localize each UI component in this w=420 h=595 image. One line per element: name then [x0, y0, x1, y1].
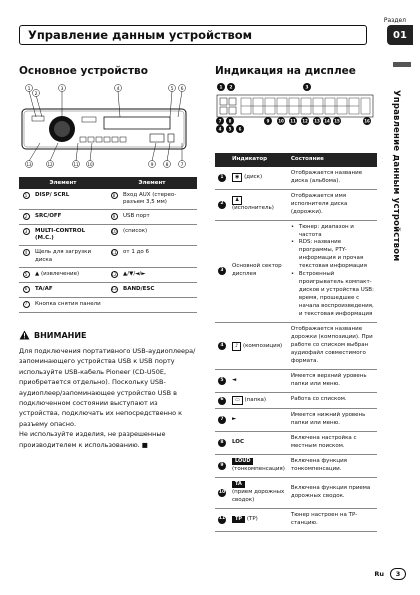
- row-number: 3: [23, 228, 30, 235]
- table-row: [215, 189, 377, 220]
- svg-text:3: 3: [305, 85, 309, 91]
- row-number: 10: [218, 489, 226, 497]
- row-element: (список): [121, 225, 197, 246]
- artist-icon: ♟: [232, 196, 242, 205]
- warning-icon: [19, 330, 30, 340]
- row-indicator: (композиция): [242, 342, 283, 349]
- svg-text:2: 2: [229, 85, 233, 91]
- svg-text:15: 15: [334, 118, 340, 124]
- row-element: USB порт: [121, 210, 197, 225]
- row-state: Работа со списком.: [288, 392, 377, 408]
- row-number: 1: [23, 192, 30, 199]
- svg-text:13: 13: [314, 118, 320, 124]
- row-number: 4: [218, 342, 226, 350]
- callout-4: 4: [116, 87, 120, 92]
- song-icon: ♪: [232, 342, 241, 351]
- row-number: 3: [218, 267, 226, 275]
- row-state: Включена функция тонкомпенсации.: [288, 454, 377, 477]
- row-number: 7: [23, 301, 30, 308]
- row-indicator: Основной сектор дисплея: [229, 220, 288, 323]
- main-unit-table: [19, 177, 197, 313]
- tp-indicator: TP: [232, 516, 245, 523]
- disc-slot: [104, 117, 170, 129]
- svg-text:7: 7: [218, 118, 222, 124]
- row-state: Включена настройка с местным поиском.: [288, 431, 377, 454]
- table-row: [215, 323, 377, 370]
- table-row: [215, 392, 377, 408]
- chapter-badge: 01: [387, 25, 413, 45]
- table-row: [215, 508, 377, 531]
- row-element: TA/AF: [35, 285, 53, 292]
- callout-2: 2: [34, 92, 38, 97]
- row-state: Имеется нижний уровень папки или меню.: [288, 408, 377, 431]
- row-number: 9: [218, 462, 226, 470]
- row-number: 8: [218, 439, 226, 447]
- row-indicator: (прием дорожных сводок): [232, 488, 285, 503]
- table-row: [215, 408, 377, 431]
- svg-text:16: 16: [364, 118, 370, 124]
- row-state: Включена функция приема дорожных сводок.: [288, 477, 377, 508]
- row-number: 2: [23, 213, 30, 220]
- folder-icon: ▭: [232, 396, 243, 405]
- table-row: [19, 246, 197, 267]
- row-number: 5: [23, 271, 30, 278]
- row-element: Вход AUX (стерео-разъем 3,5 мм): [121, 189, 197, 210]
- svg-text:5: 5: [228, 126, 232, 132]
- main-unit-title: Основное устройство: [19, 65, 148, 77]
- table-row: [19, 210, 197, 225]
- table-header-indicator: Индикатор: [229, 153, 288, 167]
- row-indicator: LOC: [232, 438, 245, 445]
- callout-9: 9: [150, 163, 154, 168]
- row-number: 1: [218, 174, 226, 182]
- table-row: [19, 267, 197, 282]
- page-number: 3: [390, 568, 406, 580]
- callout-5: 5: [170, 87, 174, 92]
- row-state: Имеется верхний уровень папки или меню.: [288, 370, 377, 393]
- callout-6: 6: [180, 87, 184, 92]
- table-row: [19, 189, 197, 210]
- row-element: ▲/▼/◄/►: [121, 267, 197, 282]
- disc-icon: ◉: [232, 173, 242, 182]
- state-list: [291, 224, 374, 320]
- callout-10: 10: [87, 162, 93, 167]
- table-row: [215, 370, 377, 393]
- row-element: ▲ (извлечение): [33, 267, 107, 282]
- row-number: 8: [111, 192, 118, 199]
- row-element: MULTI-CONTROL (M.C.): [35, 228, 86, 242]
- main-unit-illustration: [20, 81, 190, 169]
- svg-text:11: 11: [290, 118, 296, 124]
- row-number: 4: [23, 249, 30, 256]
- display-illustration: [215, 81, 375, 139]
- loud-indicator: LOUD: [232, 458, 253, 465]
- row-indicator: (исполнитель): [232, 205, 274, 212]
- table-row: [215, 431, 377, 454]
- row-state: Отображается имя исполнителя диска (дорожки).: [288, 189, 377, 220]
- table-row: [19, 282, 197, 297]
- svg-text:4: 4: [218, 126, 222, 132]
- row-state: Отображается название диска (альбома).: [288, 167, 377, 189]
- row-indicator: ◄: [229, 370, 288, 393]
- row-number: 10: [111, 228, 117, 234]
- table-header-element-2: Элемент: [107, 177, 197, 189]
- side-tab-marker: [393, 62, 411, 67]
- row-number: 6: [218, 397, 226, 405]
- row-number: 7: [218, 416, 226, 424]
- section-label: Раздел: [383, 17, 406, 24]
- warning-paragraph: Не используйте изделия, не разрешенные производителем к использованию. ■: [19, 430, 166, 449]
- callout-12: 12: [47, 162, 53, 167]
- row-indicator: (папка): [244, 396, 267, 403]
- state-list-item: • Тюнер: диапазон и частота: [291, 224, 374, 240]
- svg-text:14: 14: [324, 118, 330, 124]
- state-list-item: • RDS: название программы, PTY-информация и прочая текстовая информация: [291, 239, 374, 271]
- row-element: BAND/ESC: [123, 285, 155, 292]
- row-state: Отображается название дорожки (композиции). При работе со списком выбран аудиофайл совместимого формата.: [288, 323, 377, 370]
- row-number: 9: [111, 213, 118, 220]
- svg-text:10: 10: [278, 118, 284, 124]
- table-row: [19, 297, 197, 312]
- row-element: DISP/ SCRL: [35, 192, 70, 198]
- page-footer: [374, 568, 406, 580]
- table-row: [215, 220, 377, 323]
- svg-text:12: 12: [302, 118, 308, 124]
- row-indicator: ►: [229, 408, 288, 431]
- row-state: Тюнер настроен на TP-станцию.: [288, 508, 377, 531]
- row-element: Кнопка снятия панели: [33, 297, 107, 312]
- row-indicator: (диск): [244, 174, 263, 181]
- svg-text:6: 6: [238, 126, 242, 132]
- row-number: 11: [111, 250, 117, 256]
- state-list-item: • Встроенный проигрыватель компакт-дисков и устройства USB: время, прошедшее с начала воспроизведения, и текстовая информация: [291, 271, 374, 319]
- table-row: [215, 167, 377, 189]
- callout-3: 3: [60, 87, 64, 92]
- row-element: от 1 до 6: [121, 246, 197, 267]
- warning-body: [19, 346, 199, 450]
- callout-8: 8: [165, 163, 169, 168]
- warning-heading: [19, 330, 87, 340]
- svg-text:1: 1: [219, 85, 223, 91]
- svg-text:8: 8: [228, 118, 232, 124]
- row-number: 6: [23, 286, 30, 293]
- callout-7: 7: [180, 163, 184, 168]
- display-title: Индикация на дисплее: [215, 65, 356, 77]
- table-header-element-1: Элемент: [19, 177, 107, 189]
- table-row: [19, 225, 197, 246]
- table-row: [215, 477, 377, 508]
- row-number: 2: [218, 201, 226, 209]
- row-number: 13: [111, 286, 117, 292]
- table-row: [215, 454, 377, 477]
- warning-paragraph: Для подключения портативного USB-аудиоплеера/запоминающего устройства USB к USB порту используйте USB-кабель Pioneer (CD-U50E, приобретается отдельно). Поскольку USB-аудиоплеер/запоминающее устройство USB в подключенном состоянии выступают из устройства, подключать их непосредственно к разъему опасно.: [19, 347, 196, 428]
- row-number: 11: [218, 516, 226, 524]
- row-indicator: (TP): [246, 515, 258, 522]
- callout-1: 1: [27, 87, 31, 92]
- svg-text:9: 9: [266, 118, 270, 124]
- header-title: Управление данным устройством: [28, 28, 253, 42]
- row-number: 5: [218, 377, 226, 385]
- row-number: 12: [111, 271, 117, 277]
- row-element: Щель для загрузки диска: [33, 246, 107, 267]
- row-indicator: (тонкомпенсация): [232, 465, 285, 472]
- side-title: Управление данным устройством: [391, 90, 401, 262]
- display-indicator-table: [215, 153, 377, 532]
- callout-13: 13: [26, 162, 32, 167]
- language-code: Ru: [374, 570, 384, 578]
- table-header-state: Состояние: [288, 153, 377, 167]
- ta-indicator: TA: [232, 481, 245, 488]
- row-element: SRC/OFF: [35, 213, 62, 220]
- callout-11: 11: [73, 162, 79, 167]
- warning-title: ВНИМАНИЕ: [34, 330, 87, 340]
- header-bar: [19, 25, 367, 45]
